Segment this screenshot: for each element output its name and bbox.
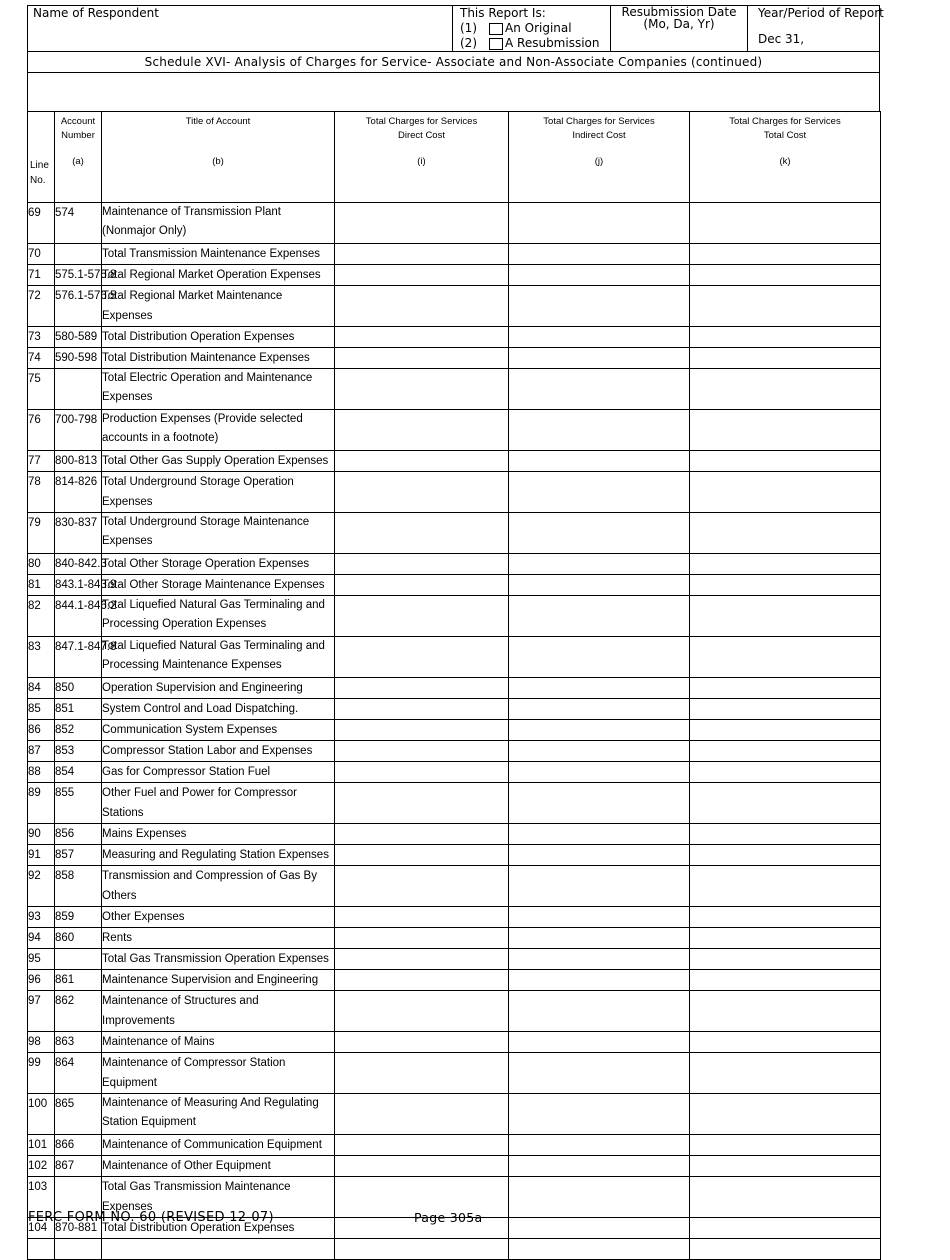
line-number: 98: [28, 1032, 55, 1053]
account-title: Total Regional Market Operation Expenses: [102, 265, 335, 286]
indirect-cost-cell[interactable]: [509, 949, 690, 970]
charges-table: [27, 111, 881, 1260]
total-cost-cell[interactable]: [690, 970, 881, 991]
direct-cost-cell[interactable]: [335, 637, 509, 678]
account-number: 863: [55, 1032, 102, 1053]
table-row: [28, 1135, 881, 1156]
total-cost-cell[interactable]: [690, 348, 881, 369]
direct-cost-cell[interactable]: [335, 513, 509, 554]
account-title: Gas for Compressor Station Fuel: [102, 762, 335, 783]
total-cost-cell[interactable]: [690, 845, 881, 866]
table-row: [28, 824, 881, 845]
indirect-cost-cell[interactable]: [509, 575, 690, 596]
account-title: Total Distribution Maintenance Expenses: [102, 348, 335, 369]
account-number-header: [55, 112, 102, 203]
total-cost-cell[interactable]: [690, 678, 881, 699]
table-row: [28, 554, 881, 575]
table-row: [28, 410, 881, 451]
account-title: Total Electric Operation and Maintenance Expenses: [102, 369, 335, 410]
direct-cost-cell[interactable]: [335, 1156, 509, 1177]
total-cost-cell[interactable]: [690, 824, 881, 845]
account-number: 814-826: [55, 472, 102, 513]
form-number: FERC FORM NO. 60 (REVISED 12-07): [28, 1210, 274, 1225]
account-number: 830-837: [55, 513, 102, 554]
account-title: Total Other Storage Operation Expenses: [102, 554, 335, 575]
total-cost-cell[interactable]: [690, 762, 881, 783]
account-number: 840-842.3: [55, 554, 102, 575]
account-title-header: [102, 112, 335, 203]
respondent-cell: [28, 6, 452, 51]
account-title: Maintenance of Communication Equipment: [102, 1135, 335, 1156]
table-row: [28, 699, 881, 720]
table-row: [28, 928, 881, 949]
report-period-cell: [747, 6, 884, 51]
direct-cost-header: [335, 112, 509, 203]
total-cost-cell[interactable]: [690, 472, 881, 513]
table-row: [28, 1156, 881, 1177]
direct-cost-cell[interactable]: [335, 348, 509, 369]
line-number: 104: [28, 1218, 55, 1239]
line-number: 88: [28, 762, 55, 783]
line-number: 69: [28, 203, 55, 244]
filler-cell: [28, 1239, 55, 1260]
account-title: Maintenance of Transmission Plant (Nonmajor Only): [102, 203, 335, 244]
indirect-cost-letter: (j): [594, 156, 604, 167]
form-header: [27, 5, 884, 52]
indirect-cost-cell[interactable]: [509, 1177, 690, 1218]
account-number: 590-598: [55, 348, 102, 369]
table-row: [28, 265, 881, 286]
indirect-cost-cell[interactable]: [509, 596, 690, 637]
account-number: 870-881: [55, 1218, 102, 1239]
account-number: 844.1-846.2: [55, 596, 102, 637]
indirect-cost-header: [509, 112, 690, 203]
indirect-cost-cell[interactable]: [509, 1156, 690, 1177]
account-title: Total Liquefied Natural Gas Terminaling and Processing Maintenance Expenses: [102, 637, 335, 678]
direct-cost-cell[interactable]: [335, 991, 509, 1032]
account-number: 866: [55, 1135, 102, 1156]
direct-cost-label: Total Charges for Services: [365, 116, 478, 127]
account-number: 858: [55, 866, 102, 907]
indirect-cost-cell[interactable]: [509, 451, 690, 472]
indirect-cost-cell[interactable]: [509, 327, 690, 348]
table-row: [28, 1032, 881, 1053]
direct-cost-cell[interactable]: [335, 369, 509, 410]
account-title: Total Distribution Operation Expenses: [102, 1218, 335, 1239]
table-row: [28, 991, 881, 1032]
direct-cost-cell[interactable]: [335, 928, 509, 949]
indirect-cost-cell[interactable]: [509, 1135, 690, 1156]
account-number-letter: (a): [72, 156, 84, 167]
total-cost-cell[interactable]: [690, 741, 881, 762]
account-title: Rents: [102, 928, 335, 949]
resubmission-date-format: (Mo, Da, Yr): [643, 17, 715, 31]
option-1-number: (1): [460, 21, 477, 35]
account-title: Other Fuel and Power for Compressor Stations: [102, 783, 335, 824]
indirect-cost-cell[interactable]: [509, 1032, 690, 1053]
indirect-cost-cell[interactable]: [509, 1094, 690, 1135]
line-number: 92: [28, 866, 55, 907]
line-number: 95: [28, 949, 55, 970]
line-number: 70: [28, 244, 55, 265]
table-row: [28, 741, 881, 762]
line-number: 101: [28, 1135, 55, 1156]
report-period-label: Year/Period of Report: [758, 6, 884, 20]
table-row: [28, 472, 881, 513]
indirect-cost-cell[interactable]: [509, 244, 690, 265]
account-number: 800-813: [55, 451, 102, 472]
account-number: 575.1-575.8: [55, 265, 102, 286]
account-number: 855: [55, 783, 102, 824]
indirect-cost-cell[interactable]: [509, 410, 690, 451]
table-row: [28, 286, 881, 327]
account-title: Total Other Gas Supply Operation Expenses: [102, 451, 335, 472]
table-row: [28, 513, 881, 554]
direct-cost-cell[interactable]: [335, 410, 509, 451]
direct-cost-cell[interactable]: [335, 1053, 509, 1094]
total-cost-cell[interactable]: [690, 265, 881, 286]
direct-cost-cell[interactable]: [335, 699, 509, 720]
total-cost-cell[interactable]: [690, 1053, 881, 1094]
total-cost-cell[interactable]: [690, 575, 881, 596]
total-cost-cell[interactable]: [690, 720, 881, 741]
indirect-cost-cell[interactable]: [509, 783, 690, 824]
total-cost-cell[interactable]: [690, 783, 881, 824]
line-number: 86: [28, 720, 55, 741]
account-number: 576.1-576.5: [55, 286, 102, 327]
account-title: Maintenance of Other Equipment: [102, 1156, 335, 1177]
line-number: 80: [28, 554, 55, 575]
line-number: 81: [28, 575, 55, 596]
table-row: [28, 949, 881, 970]
option-2-number: (2): [460, 36, 477, 50]
line-number: 78: [28, 472, 55, 513]
table-row: [28, 369, 881, 410]
indirect-cost-cell[interactable]: [509, 637, 690, 678]
account-number: 854: [55, 762, 102, 783]
indirect-cost-cell[interactable]: [509, 907, 690, 928]
account-title: Total Underground Storage Operation Expenses: [102, 472, 335, 513]
direct-cost-cell[interactable]: [335, 907, 509, 928]
account-title: Production Expenses (Provide selected accounts in a footnote): [102, 410, 335, 451]
indirect-cost-cell[interactable]: [509, 970, 690, 991]
account-title: Total Gas Transmission Maintenance Expenses: [102, 1177, 335, 1218]
total-cost-cell[interactable]: [690, 1135, 881, 1156]
total-cost-cell[interactable]: [690, 949, 881, 970]
account-title: Measuring and Regulating Station Expenses: [102, 845, 335, 866]
account-title: Compressor Station Labor and Expenses: [102, 741, 335, 762]
indirect-cost-label: Total Charges for Services: [543, 116, 655, 127]
original-label: An Original: [505, 21, 572, 35]
indirect-cost-cell[interactable]: [509, 824, 690, 845]
line-number: 99: [28, 1053, 55, 1094]
direct-cost-cell[interactable]: [335, 472, 509, 513]
indirect-cost-cell[interactable]: [509, 369, 690, 410]
account-title: Total Regional Market Maintenance Expenses: [102, 286, 335, 327]
direct-cost-cell[interactable]: [335, 244, 509, 265]
total-cost-cell[interactable]: [690, 203, 881, 244]
resubmission-date-label: Resubmission Date: [621, 5, 737, 19]
table-row: [28, 970, 881, 991]
line-number: 77: [28, 451, 55, 472]
total-cost-cell[interactable]: [690, 1177, 881, 1218]
table-row: [28, 678, 881, 699]
table-row: [28, 845, 881, 866]
account-title: Total Underground Storage Maintenance Expenses: [102, 513, 335, 554]
account-number: [55, 244, 102, 265]
indirect-cost-cell[interactable]: [509, 513, 690, 554]
indirect-cost-sublabel: Indirect Cost: [572, 130, 626, 141]
account-number: 850: [55, 678, 102, 699]
direct-cost-cell[interactable]: [335, 1135, 509, 1156]
account-number: 862: [55, 991, 102, 1032]
account-title: Total Transmission Maintenance Expenses: [102, 244, 335, 265]
indirect-cost-cell[interactable]: [509, 720, 690, 741]
total-cost-cell[interactable]: [690, 1218, 881, 1239]
account-number: 700-798: [55, 410, 102, 451]
line-number: 72: [28, 286, 55, 327]
indirect-cost-cell[interactable]: [509, 286, 690, 327]
account-number: 859: [55, 907, 102, 928]
direct-cost-cell[interactable]: [335, 845, 509, 866]
table-row: [28, 1053, 881, 1094]
account-title: Maintenance of Structures and Improvements: [102, 991, 335, 1032]
indirect-cost-cell[interactable]: [509, 845, 690, 866]
filler-cell[interactable]: [335, 1239, 509, 1260]
direct-cost-cell[interactable]: [335, 949, 509, 970]
table-row: [28, 720, 881, 741]
account-title: Maintenance Supervision and Engineering: [102, 970, 335, 991]
resubmission-label: A Resubmission: [505, 36, 600, 50]
account-number: 865: [55, 1094, 102, 1135]
line-number: 83: [28, 637, 55, 678]
indirect-cost-cell[interactable]: [509, 1053, 690, 1094]
account-title: Mains Expenses: [102, 824, 335, 845]
account-title: Transmission and Compression of Gas By Others: [102, 866, 335, 907]
indirect-cost-cell[interactable]: [509, 699, 690, 720]
resubmission-date-cell: [610, 6, 747, 51]
table-row: [28, 762, 881, 783]
total-cost-cell[interactable]: [690, 637, 881, 678]
indirect-cost-cell[interactable]: [509, 928, 690, 949]
table-header-row: [28, 112, 881, 203]
table-row: [28, 907, 881, 928]
direct-cost-cell[interactable]: [335, 720, 509, 741]
direct-cost-cell[interactable]: [335, 286, 509, 327]
table-row: [28, 783, 881, 824]
direct-cost-cell[interactable]: [335, 265, 509, 286]
total-cost-cell[interactable]: [690, 866, 881, 907]
account-number: 843.1-843.9: [55, 575, 102, 596]
line-number: 75: [28, 369, 55, 410]
indirect-cost-cell[interactable]: [509, 678, 690, 699]
total-cost-cell[interactable]: [690, 286, 881, 327]
direct-cost-cell[interactable]: [335, 596, 509, 637]
indirect-cost-cell[interactable]: [509, 741, 690, 762]
indirect-cost-cell[interactable]: [509, 265, 690, 286]
total-cost-cell[interactable]: [690, 451, 881, 472]
total-cost-cell[interactable]: [690, 369, 881, 410]
total-cost-cell[interactable]: [690, 596, 881, 637]
indirect-cost-cell[interactable]: [509, 472, 690, 513]
account-number: 847.1-847.8: [55, 637, 102, 678]
indirect-cost-cell[interactable]: [509, 554, 690, 575]
indirect-cost-cell[interactable]: [509, 203, 690, 244]
line-number: 76: [28, 410, 55, 451]
total-cost-cell[interactable]: [690, 513, 881, 554]
direct-cost-cell[interactable]: [335, 678, 509, 699]
table-row: [28, 348, 881, 369]
direct-cost-cell[interactable]: [335, 1094, 509, 1135]
account-number: 860: [55, 928, 102, 949]
filler-row: [28, 1239, 881, 1260]
account-title: Maintenance of Measuring And Regulating Station Equipment: [102, 1094, 335, 1135]
account-number: 867: [55, 1156, 102, 1177]
table-row: [28, 203, 881, 244]
indirect-cost-cell[interactable]: [509, 348, 690, 369]
schedule-title: Schedule XVI- Analysis of Charges for Service- Associate and Non-Associate Companies (continued): [27, 52, 880, 73]
account-title: Maintenance of Compressor Station Equipment: [102, 1053, 335, 1094]
indirect-cost-cell[interactable]: [509, 1218, 690, 1239]
indirect-cost-cell[interactable]: [509, 762, 690, 783]
direct-cost-cell[interactable]: [335, 866, 509, 907]
line-no-header: Line No.: [28, 112, 55, 203]
total-cost-cell[interactable]: [690, 1032, 881, 1053]
direct-cost-cell[interactable]: [335, 575, 509, 596]
total-cost-cell[interactable]: [690, 991, 881, 1032]
blank-band: [27, 73, 880, 111]
total-cost-label: Total Charges for Services: [729, 116, 841, 127]
account-number-label: Account Number: [60, 116, 96, 141]
account-number: [55, 949, 102, 970]
line-number: 73: [28, 327, 55, 348]
table-row: [28, 327, 881, 348]
table-row: [28, 1094, 881, 1135]
account-number: 852: [55, 720, 102, 741]
line-number: 82: [28, 596, 55, 637]
line-number: 97: [28, 991, 55, 1032]
line-number: 84: [28, 678, 55, 699]
direct-cost-cell[interactable]: [335, 554, 509, 575]
original-checkbox[interactable]: [489, 23, 503, 35]
line-number: 89: [28, 783, 55, 824]
total-cost-cell[interactable]: [690, 1094, 881, 1135]
filler-cell: [55, 1239, 102, 1260]
account-title: Total Gas Transmission Operation Expenses: [102, 949, 335, 970]
table-row: [28, 575, 881, 596]
direct-cost-cell[interactable]: [335, 783, 509, 824]
filler-cell[interactable]: [509, 1239, 690, 1260]
account-title: Total Distribution Operation Expenses: [102, 327, 335, 348]
account-title: Maintenance of Mains: [102, 1032, 335, 1053]
filler-cell: [102, 1239, 335, 1260]
account-number: 851: [55, 699, 102, 720]
line-number: 87: [28, 741, 55, 762]
resubmission-checkbox[interactable]: [489, 38, 503, 50]
indirect-cost-cell[interactable]: [509, 866, 690, 907]
line-number: 79: [28, 513, 55, 554]
table-row: [28, 244, 881, 265]
total-cost-letter: (k): [779, 156, 791, 167]
total-cost-cell[interactable]: [690, 327, 881, 348]
account-number: 853: [55, 741, 102, 762]
total-cost-cell[interactable]: [690, 410, 881, 451]
account-number: 861: [55, 970, 102, 991]
indirect-cost-cell[interactable]: [509, 991, 690, 1032]
line-number: 96: [28, 970, 55, 991]
line-number: 74: [28, 348, 55, 369]
filler-cell[interactable]: [690, 1239, 881, 1260]
direct-cost-cell[interactable]: [335, 451, 509, 472]
respondent-label: Name of Respondent: [33, 6, 159, 20]
account-title: System Control and Load Dispatching.: [102, 699, 335, 720]
table-row: [28, 637, 881, 678]
account-title: Other Expenses: [102, 907, 335, 928]
line-number: 93: [28, 907, 55, 928]
direct-cost-cell[interactable]: [335, 824, 509, 845]
table-body: [28, 203, 881, 1239]
line-number: 90: [28, 824, 55, 845]
line-number: 85: [28, 699, 55, 720]
direct-cost-cell[interactable]: [335, 970, 509, 991]
total-cost-cell[interactable]: [690, 554, 881, 575]
total-cost-cell[interactable]: [690, 699, 881, 720]
direct-cost-cell[interactable]: [335, 762, 509, 783]
total-cost-cell[interactable]: [690, 1156, 881, 1177]
line-number: 94: [28, 928, 55, 949]
account-title: Total Other Storage Maintenance Expenses: [102, 575, 335, 596]
account-title: Operation Supervision and Engineering: [102, 678, 335, 699]
direct-cost-cell[interactable]: [335, 1032, 509, 1053]
account-title: Communication System Expenses: [102, 720, 335, 741]
direct-cost-sublabel: Direct Cost: [398, 130, 445, 141]
direct-cost-cell[interactable]: [335, 741, 509, 762]
account-title-label: Title of Account: [185, 116, 251, 127]
line-number: 102: [28, 1156, 55, 1177]
total-cost-sublabel: Total Cost: [763, 130, 807, 141]
report-period-value: Dec 31,: [758, 32, 805, 46]
total-cost-cell[interactable]: [690, 928, 881, 949]
direct-cost-letter: (i): [417, 156, 426, 167]
line-number: 71: [28, 265, 55, 286]
page-number: Page 305a: [414, 1210, 483, 1225]
line-number: 103: [28, 1177, 55, 1218]
account-number: 580-589: [55, 327, 102, 348]
table-row: [28, 451, 881, 472]
line-number: 100: [28, 1094, 55, 1135]
report-type-cell: [452, 6, 610, 51]
account-number: 864: [55, 1053, 102, 1094]
account-title-letter: (b): [212, 156, 224, 167]
table-row: [28, 596, 881, 637]
report-is-label: This Report Is:: [460, 6, 546, 20]
account-number: 856: [55, 824, 102, 845]
total-cost-header: [690, 112, 881, 203]
line-number: 91: [28, 845, 55, 866]
account-title: Total Liquefied Natural Gas Terminaling and Processing Operation Expenses: [102, 596, 335, 637]
table-row: [28, 866, 881, 907]
account-number: [55, 369, 102, 410]
account-number: 574: [55, 203, 102, 244]
direct-cost-cell[interactable]: [335, 327, 509, 348]
direct-cost-cell[interactable]: [335, 203, 509, 244]
account-number: 857: [55, 845, 102, 866]
total-cost-cell[interactable]: [690, 244, 881, 265]
total-cost-cell[interactable]: [690, 907, 881, 928]
